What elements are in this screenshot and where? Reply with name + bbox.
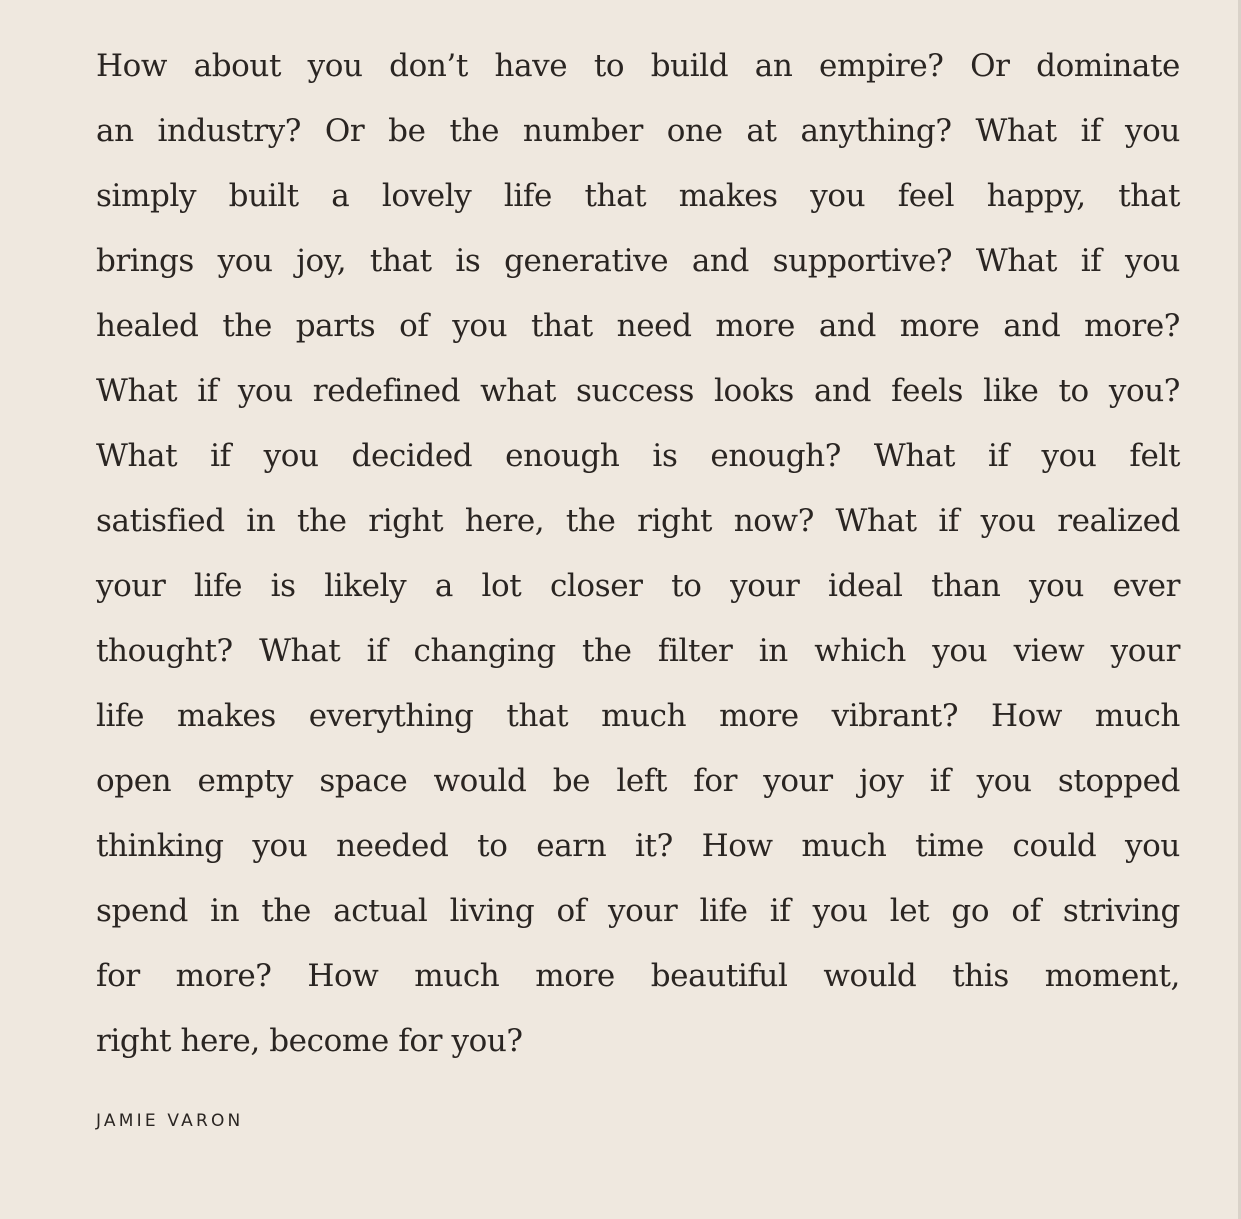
quote-line: life makes everything that much more vibrant? How much [96,698,1180,734]
quote-line: satisfied in the right here, the right now? What if you realized [96,503,1180,539]
quote-line: right here, become for you? [96,1023,523,1059]
quote-text [96,34,1180,1074]
quote-line: simply built a lovely life that makes you feel happy, that [96,178,1180,214]
quote-line: What if you decided enough is enough? What if you felt [96,438,1180,474]
quote-line: How about you don’t have to build an empire? Or dominate [96,48,1180,84]
quote-line: thought? What if changing the filter in which you view your [96,633,1180,669]
quote-line: for more? How much more beautiful would this moment, [96,958,1180,994]
quote-line: brings you joy, that is generative and supportive? What if you [96,243,1180,279]
quote-line: open empty space would be left for your joy if you stopped [96,763,1180,799]
quote-line: healed the parts of you that need more and more and more? [96,308,1180,344]
quote-line: spend in the actual living of your life if you let go of striving [96,893,1180,929]
author-name: JAMIE VARON [96,1111,244,1131]
quote-line: thinking you needed to earn it? How much time could you [96,828,1180,864]
quote-line: an industry? Or be the number one at anything? What if you [96,113,1180,149]
quote-line: What if you redefined what success looks and feels like to you? [96,373,1180,409]
quote-line: your life is likely a lot closer to your ideal than you ever [96,568,1180,604]
